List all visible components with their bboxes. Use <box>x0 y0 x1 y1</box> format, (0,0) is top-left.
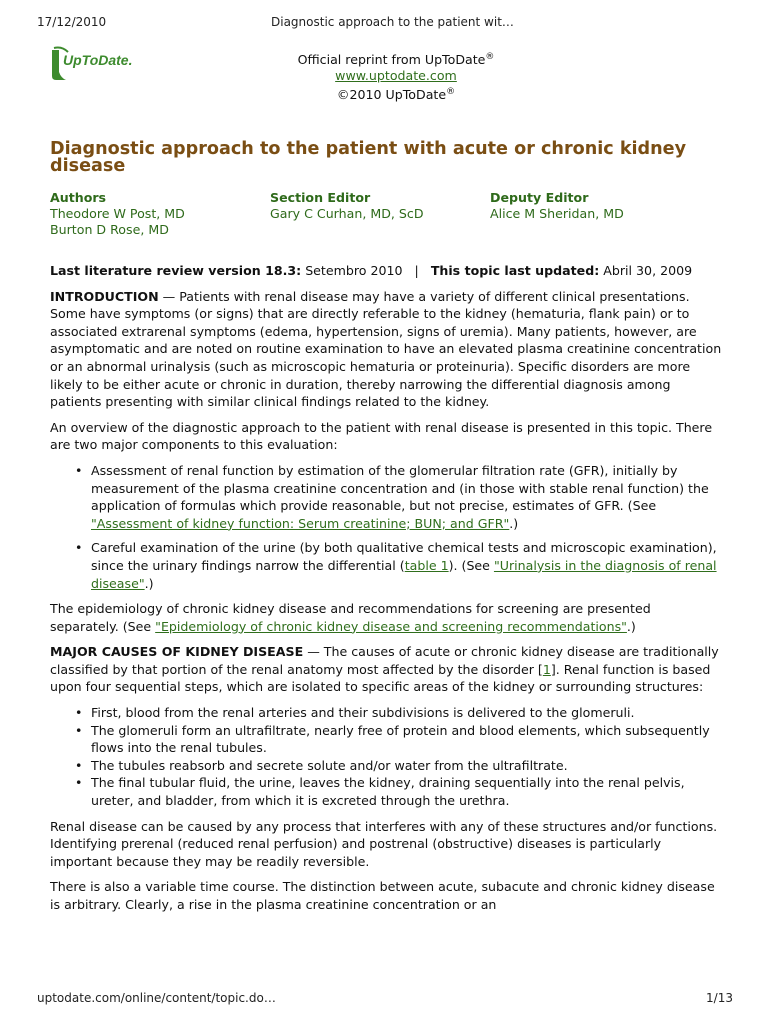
review-value: Setembro 2010 <box>301 263 403 278</box>
reprint-reg1: ® <box>485 52 495 62</box>
introduction-heading: INTRODUCTION <box>50 288 159 304</box>
section-editor-name[interactable]: Gary C Curhan, MD, ScD <box>270 206 424 221</box>
uptodate-link[interactable]: www.uptodate.com <box>335 68 457 84</box>
evaluation-list <box>50 462 722 592</box>
causes-heading: MAJOR CAUSES OF KIDNEY DISEASE <box>50 644 304 660</box>
reprint-notice <box>250 49 542 103</box>
list-item <box>91 462 722 532</box>
introduction-paragraph <box>50 288 722 411</box>
urinalysis-link[interactable]: "Urinalysis in the diagnosis of renal disease" <box>91 557 717 591</box>
reference-1-link[interactable]: 1 <box>542 661 551 677</box>
list-item: • The final tubular fluid, the urine, leaves the kidney, draining sequentially into the renal pelvis, ureter, and bladder, from which it is excreted through the urethra. <box>91 774 722 809</box>
footer-url: uptodate.com/online/content/topic.do… <box>37 991 276 1005</box>
print-header <box>37 15 728 31</box>
logo-text: UpToDate. <box>63 52 133 68</box>
bullet-2-mid: ). (See <box>448 557 494 573</box>
renal-disease-paragraph: Renal disease can be caused by any process that interferes with any of these structures and/or functions. Identifying prerenal (reduced renal perfusion) and postrenal (obstructive) diseases is particularly important because they may be readily reversible. <box>50 818 718 869</box>
list-item: • First, blood from the renal arteries and their subdivisions is delivered to the glomeruli. <box>91 704 722 722</box>
deputy-editor-heading: Deputy Editor <box>490 190 589 205</box>
section-editor-heading: Section Editor <box>270 190 371 205</box>
updated-label: This topic last updated: <box>430 263 600 278</box>
uptodate-logo-icon <box>50 46 158 82</box>
authors-heading: Authors <box>50 190 107 205</box>
reprint-line1: Official reprint from UpToDate <box>297 52 486 68</box>
review-label: Last literature review version 18.3: <box>50 263 302 278</box>
article-body <box>50 262 722 922</box>
updated-value: Abril 30, 2009 <box>599 263 693 278</box>
list-item <box>91 539 722 592</box>
renal-steps-list <box>50 704 722 810</box>
uptodate-logo[interactable] <box>50 46 158 82</box>
reprint-reg3: ® <box>446 87 456 98</box>
epidemiology-text: The epidemiology of chronic kidney disease and recommendations for screening are presented separately. (See <box>50 601 651 634</box>
epidemiology-link[interactable]: "Epidemiology of chronic kidney disease and screening recommendations" <box>155 618 627 634</box>
author-2[interactable]: Burton D Rose, MD <box>50 222 169 237</box>
epidemiology-paragraph <box>50 600 722 635</box>
article-title: Diagnostic approach to the patient with acute or chronic kidney disease <box>50 139 687 176</box>
author-1[interactable]: Theodore W Post, MD <box>50 206 185 221</box>
authors-column <box>50 190 185 238</box>
causes-end: ]. Renal function is based upon four sequential steps, which are isolated to specific areas of the kidney or surrounding structures: <box>50 661 711 695</box>
section-editor-column <box>270 190 424 222</box>
print-title: Diagnostic approach to the patient wit… <box>271 15 514 29</box>
list-item: • The glomeruli form an ultrafiltrate, nearly free of protein and blood elements, which subsequently flows into the renal tubules. <box>91 722 722 757</box>
bullet-1-text: Assessment of renal function by estimation of the glomerular filtration rate (GFR), initially by measurement of the plasma creatinine concentration and (in those with stable renal function) the application of formulas which provide reasonable, but not precise, estimates of GFR. (See <box>91 462 709 514</box>
bullet-2-end: .) <box>144 575 154 591</box>
kidney-function-link[interactable]: "Assessment of kidney function: Serum creatinine; BUN; and GFR" <box>91 515 510 531</box>
page-number: 1/13 <box>706 991 733 1005</box>
list-item: • The tubules reabsorb and secrete solute and/or water from the ultrafiltrate. <box>91 757 722 775</box>
bullet-2-text: Careful examination of the urine (by both qualitative chemical tests and microscopic examination), since the urinary findings narrow the differential ( <box>91 540 717 573</box>
deputy-editor-column <box>490 190 624 222</box>
print-date: 17/12/2010 <box>37 15 107 29</box>
review-line <box>50 262 722 280</box>
table-1-link[interactable]: table 1 <box>404 557 449 573</box>
review-separator: | <box>402 263 431 278</box>
deputy-editor-name[interactable]: Alice M Sheridan, MD <box>490 206 624 221</box>
causes-text: — The causes of acute or chronic kidney disease are traditionally classified by that portion of the renal anatomy most affected by the disorder [ <box>50 644 719 677</box>
copyright-line: ©2010 UpToDate <box>336 87 447 103</box>
epidemiology-end: .) <box>626 618 636 634</box>
causes-paragraph <box>50 643 722 696</box>
introduction-text: — Patients with renal disease may have a variety of different clinical presentations. Some have symptoms (or signs) that are directly referable to the kidney (hematuria, flank pain) or to associated extrarenal symptoms (edema, hypertension, signs of uremia). Many patients, however, are asymptomatic and are noted on routine examination to have an elevated plasma creatinine concentration or an abnormal urinalysis (such as microscopic hematuria or proteinuria). Specific disorders are more likely to be either acute or chronic in duration, thereby narrowing the differential diagnosis among patients presenting with similar clinical findings related to the kidney. <box>50 288 722 410</box>
time-course-paragraph: There is also a variable time course. The distinction between acute, subacute and chronic kidney disease is arbitrary. Clearly, a rise in the plasma creatinine concentration or an <box>50 879 715 912</box>
overview-paragraph: An overview of the diagnostic approach to the patient with renal disease is presented in this topic. There are two major components to this evaluation: <box>50 419 713 453</box>
bullet-1-end: .) <box>509 515 519 531</box>
